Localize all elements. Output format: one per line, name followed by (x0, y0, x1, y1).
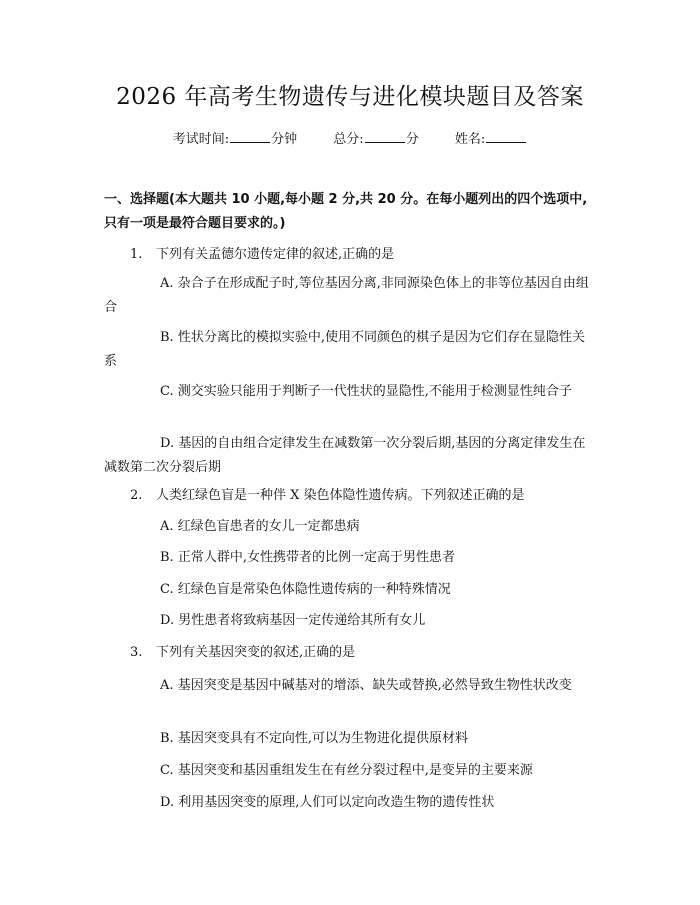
total-score-label: 总分: (333, 132, 364, 147)
question-1-option-a: A. 杂合子在形成配子时,等位基因分离,非同源染色体上的非等位基因自由组合 (104, 276, 589, 315)
exam-time-unit: 分钟 (271, 132, 298, 147)
question-2-option-d: D. 男性患者将致病基因一定传递给其所有女儿 (160, 613, 426, 628)
student-name-blank[interactable] (486, 130, 526, 143)
question-number: 2. (130, 488, 143, 503)
exam-time-blank[interactable] (230, 130, 270, 143)
question-number: 1. (130, 247, 143, 262)
question-2-option-c: C. 红绿色盲是常染色体隐性遗传病的一种特殊情况 (160, 582, 451, 597)
question-3-option-a: A. 基因突变是基因中碱基对的增添、缺失或替换,必然导致生物性状改变 (160, 678, 572, 693)
question-3-option-c: C. 基因突变和基因重组发生在有丝分裂过程中,是变异的主要来源 (160, 763, 533, 778)
question-2-option-b: B. 正常人群中,女性携带者的比例一定高于男性患者 (160, 550, 455, 565)
question-3 (104, 641, 594, 665)
page-title: 2026 年高考生物遗传与进化模块题目及答案 (116, 84, 584, 110)
question-stem: 下列有关孟德尔遗传定律的叙述,正确的是 (156, 247, 395, 262)
question-2-option-a: A. 红绿色盲患者的女儿一定都患病 (160, 519, 360, 534)
question-2 (104, 484, 594, 508)
question-1-option-c: C. 测交实验只能用于判断子一代性状的显隐性,不能用于检测显性纯合子 (160, 384, 572, 399)
exam-info-row (0, 130, 700, 150)
section-heading: 一、选择题(本大题共 10 小题,每小题 2 分,共 20 分。在每小题列出的四个选项中,只有一项是最符合题目要求的。) (104, 192, 588, 231)
exam-time-field (173, 130, 297, 150)
question-3-option-b: B. 基因突变具有不定向性,可以为生物进化提供原材料 (160, 731, 468, 746)
question-number: 3. (130, 645, 143, 660)
total-score-blank[interactable] (365, 130, 405, 143)
exam-time-label: 考试时间: (172, 132, 230, 147)
total-score-field (333, 130, 418, 150)
total-score-unit: 分 (405, 132, 419, 147)
question-stem: 下列有关基因突变的叙述,正确的是 (156, 645, 356, 660)
question-stem: 人类红绿色盲是一种伴 X 染色体隐性遗传病。下列叙述正确的是 (156, 488, 525, 503)
student-name-label: 姓名: (454, 132, 486, 147)
question-1-option-b: B. 性状分离比的模拟实验中,使用不同颜色的棋子是因为它们存在显隐性关系 (104, 330, 585, 369)
question-1-option-d: D. 基因的自由组合定律发生在减数第一次分裂后期,基因的分离定律发生在减数第二次分裂后期 (104, 436, 586, 475)
student-name-field (455, 130, 527, 150)
question-1 (104, 243, 594, 267)
question-3-option-d: D. 利用基因突变的原理,人们可以定向改造生物的遗传性状 (160, 795, 495, 810)
